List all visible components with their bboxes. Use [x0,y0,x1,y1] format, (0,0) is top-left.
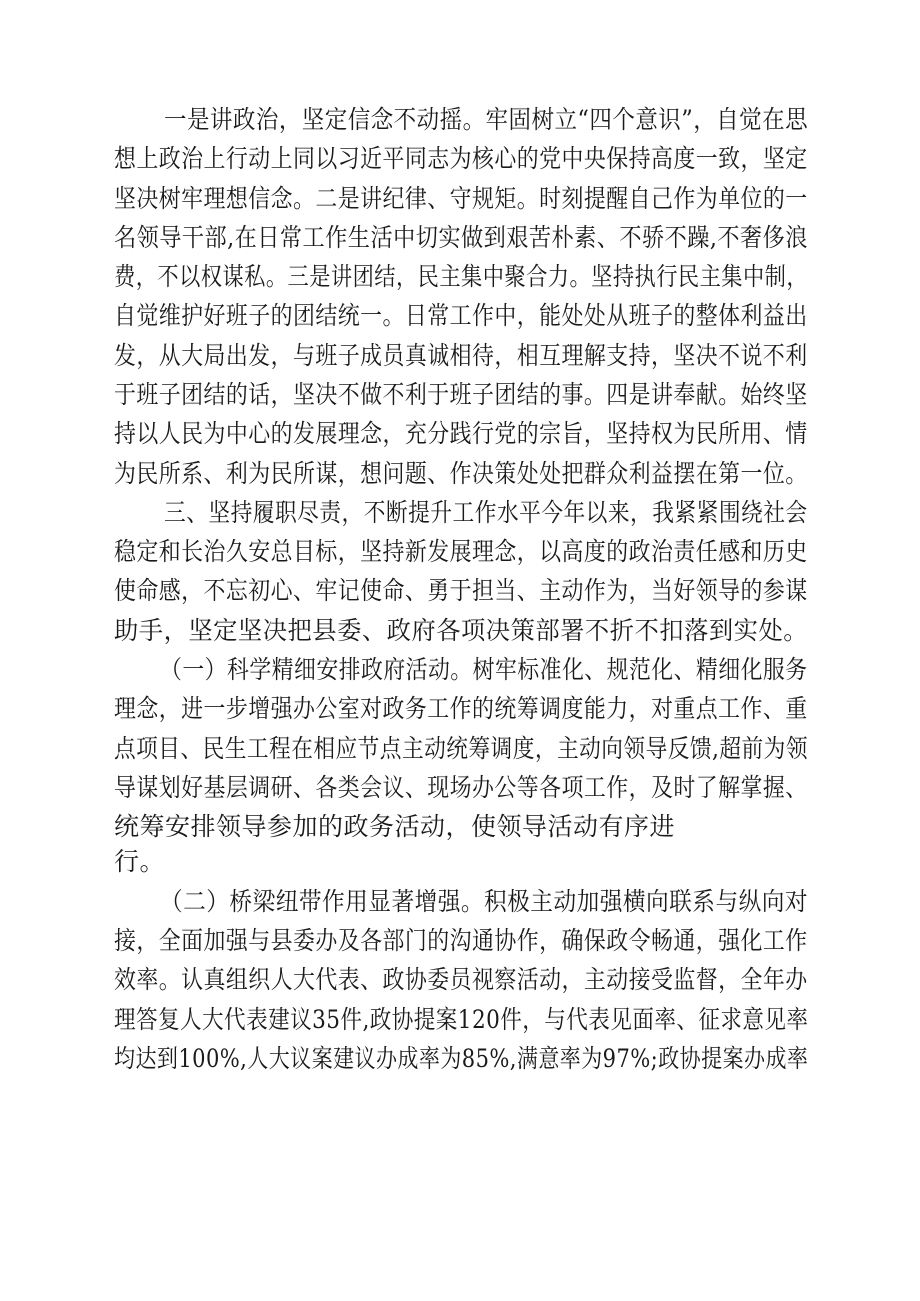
subsection-2-line-5: 均达到100%,人大议案建议办成率为85%,满意率为97%;政协提案办成率 [114,1044,809,1073]
subsection-1-line-3: 点项目、民生工程在相应节点主动统筹调度，主动向领导反馈,超前为领 [114,734,808,763]
paragraph-1-line-8: 于班子团结的话，坚决不做不利于班子团结的事。四是讲奉献。始终坚 [114,380,808,409]
paragraph-1-line-6: 自觉维护好班子的团结统一。日常工作中，能处处从班子的整体利益出 [114,301,808,330]
subsection-2-line-1: （二）桥梁纽带作用显著增强。积极主动加强横向联系与纵向对 [160,887,809,916]
subsection-2-line-4: 理答复人大代表建议35件,政协提案120件，与代表见面率、征求意见率 [114,1005,809,1034]
subsection-1-line-5: 统筹安排领导参加的政务活动，使领导活动有序进 [114,812,676,841]
paragraph-1-line-7: 发，从大局出发，与班子成员真诚相待，相互理解支持，坚决不说不利 [114,341,808,370]
paragraph-1-line-10: 为民所系、利为民所谋，想问题、作决策处处把群众利益摆在第一位。 [114,459,808,488]
paragraph-1-line-9: 持以人民为中心的发展理念，充分践行党的宗旨，坚持权为民所用、情 [114,419,808,448]
paragraph-1-line-4: 名领导干部,在日常工作生活中切实做到艰苦朴素、不骄不躁,不奢侈浪 [114,223,808,252]
paragraph-1-line-2: 想上政治上行动上同以习近平同志为核心的党中央保持高度一致，坚定 [114,144,808,173]
section-3-line-3: 使命感，不忘初心、牢记使命、勇于担当、主动作为，当好领导的参谋 [114,576,808,605]
subsection-2-line-2: 接，全面加强与县委办及各部门的沟通协作，确保政令畅通，强化工作 [114,926,808,955]
subsection-1-line-6: 行。 [114,847,166,876]
paragraph-1-line-5: 费，不以权谋私。三是讲团结，民主集中聚合力。坚持执行民主集中制， [114,262,809,291]
subsection-1-line-2: 理念，进一步增强办公室对政务工作的统筹调度能力，对重点工作、重 [114,694,808,723]
section-3-line-1: 三、坚持履职尽责，不断提升工作水平今年以来，我紧紧围绕社会 [164,498,808,527]
paragraph-1-line-3: 坚决树牢理想信念。二是讲纪律、守规矩。时刻提醒自己作为单位的一 [114,184,808,213]
section-3-line-4: 助手，坚定坚决把县委、政府各项决策部署不折不扣落到实处。 [114,616,809,645]
subsection-1-line-4: 导谋划好基层调研、各类会议、现场办公等各项工作，及时了解掌握、 [114,773,808,802]
section-3-line-2: 稳定和长治久安总目标，坚持新发展理念，以高度的政治责任感和历史 [114,537,808,566]
subsection-1-line-1: （一）科学精细安排政府活动。树牢标准化、规范化、精细化服务 [160,655,808,684]
subsection-2-line-3: 效率。认真组织人大代表、政协委员视察活动，主动接受监督，全年办 [114,965,808,994]
paragraph-1-line-1: 一是讲政治，坚定信念不动摇。牢固树立“四个意识”，自觉在思 [164,105,809,134]
